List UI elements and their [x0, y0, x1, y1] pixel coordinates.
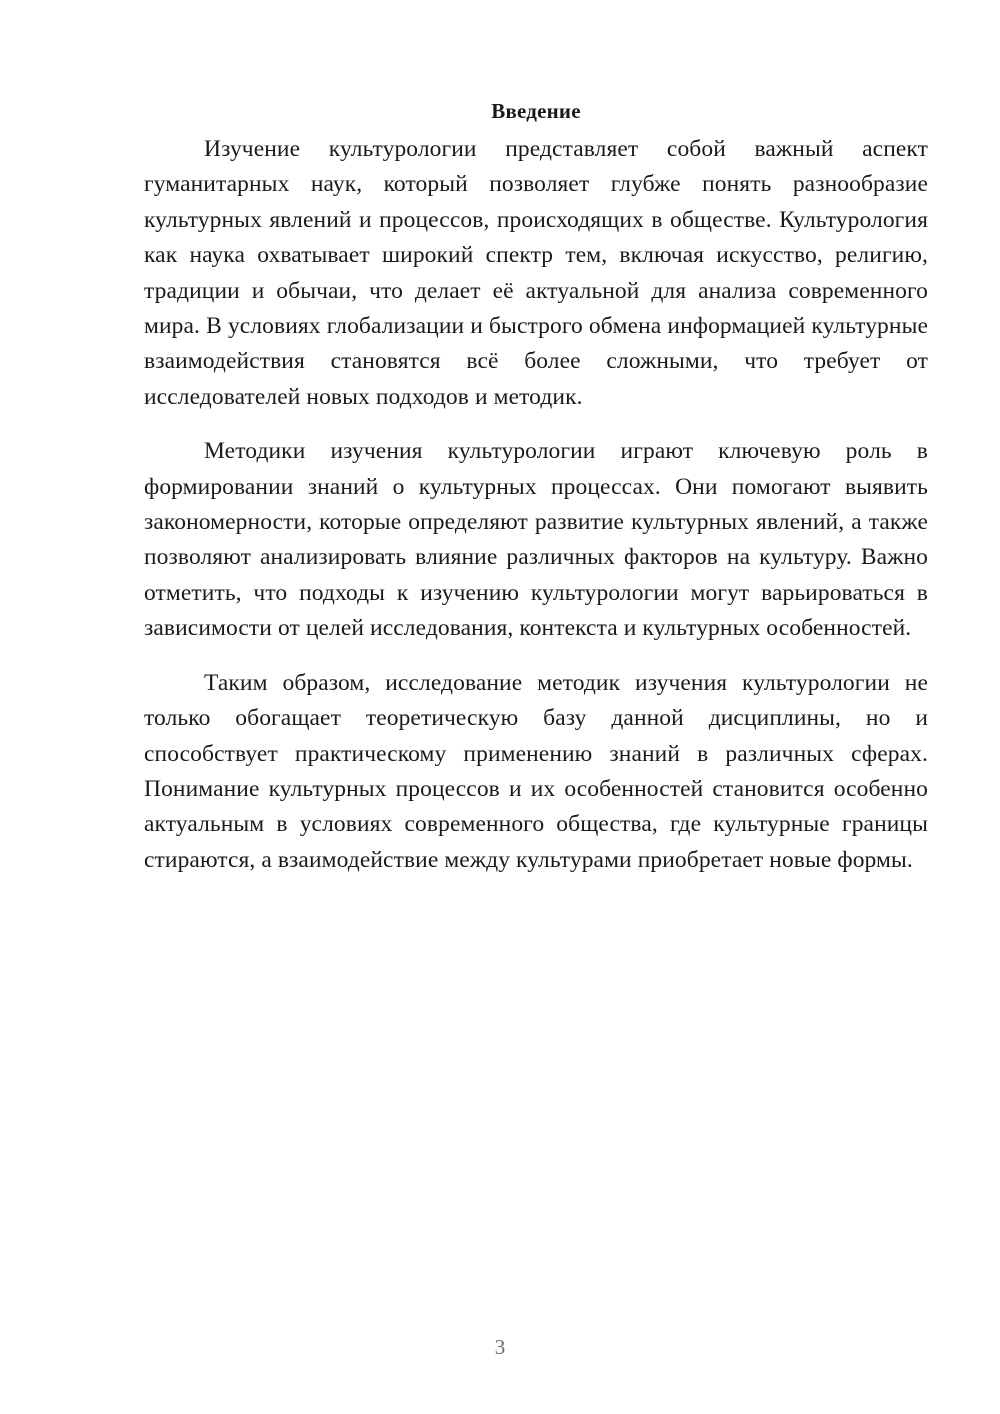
paragraph-2: Методики изучения культурологии играют ключевую роль в формировании знаний о культурных процессах. Они помогают выявить закономерности, которые определяют развитие культурных явлений, а также позволяют анализировать влияние различных факторов на культуру. Важно отметить, что подходы к изучению культурологии могут варьироваться в зависимости от целей исследования, контекста и культурных особенностей. [144, 438, 928, 642]
paragraph-3: Таким образом, исследование методик изучения культурологии не только обогащает теоретическую базу данной дисциплины, но и способствует практическому применению знаний в различных сферах. Понимание культурных процессов и их особенностей становится особенно актуальным в условиях современного общества, где культурные границы стираются, а взаимодействие между культурами приобретает новые формы. [144, 669, 928, 873]
page-content [144, 96, 928, 897]
section-title: Введение [491, 99, 581, 123]
paragraph-1: Изучение культурологии представляет собой важный аспект гуманитарных наук, который позволяет глубже понять разнообразие культурных явлений и процессов, происходящих в обществе. Культурология как наука охватывает широкий спектр тем, включая искусство, религию, традиции и обычаи, что делает её актуальной для анализа современного мира. В условиях глобализации и быстрого обмена информацией культурные взаимодействия становятся всё более сложными, что требует от исследователей новых подходов и методик. [144, 136, 928, 410]
page-number: 3 [494, 1335, 506, 1359]
